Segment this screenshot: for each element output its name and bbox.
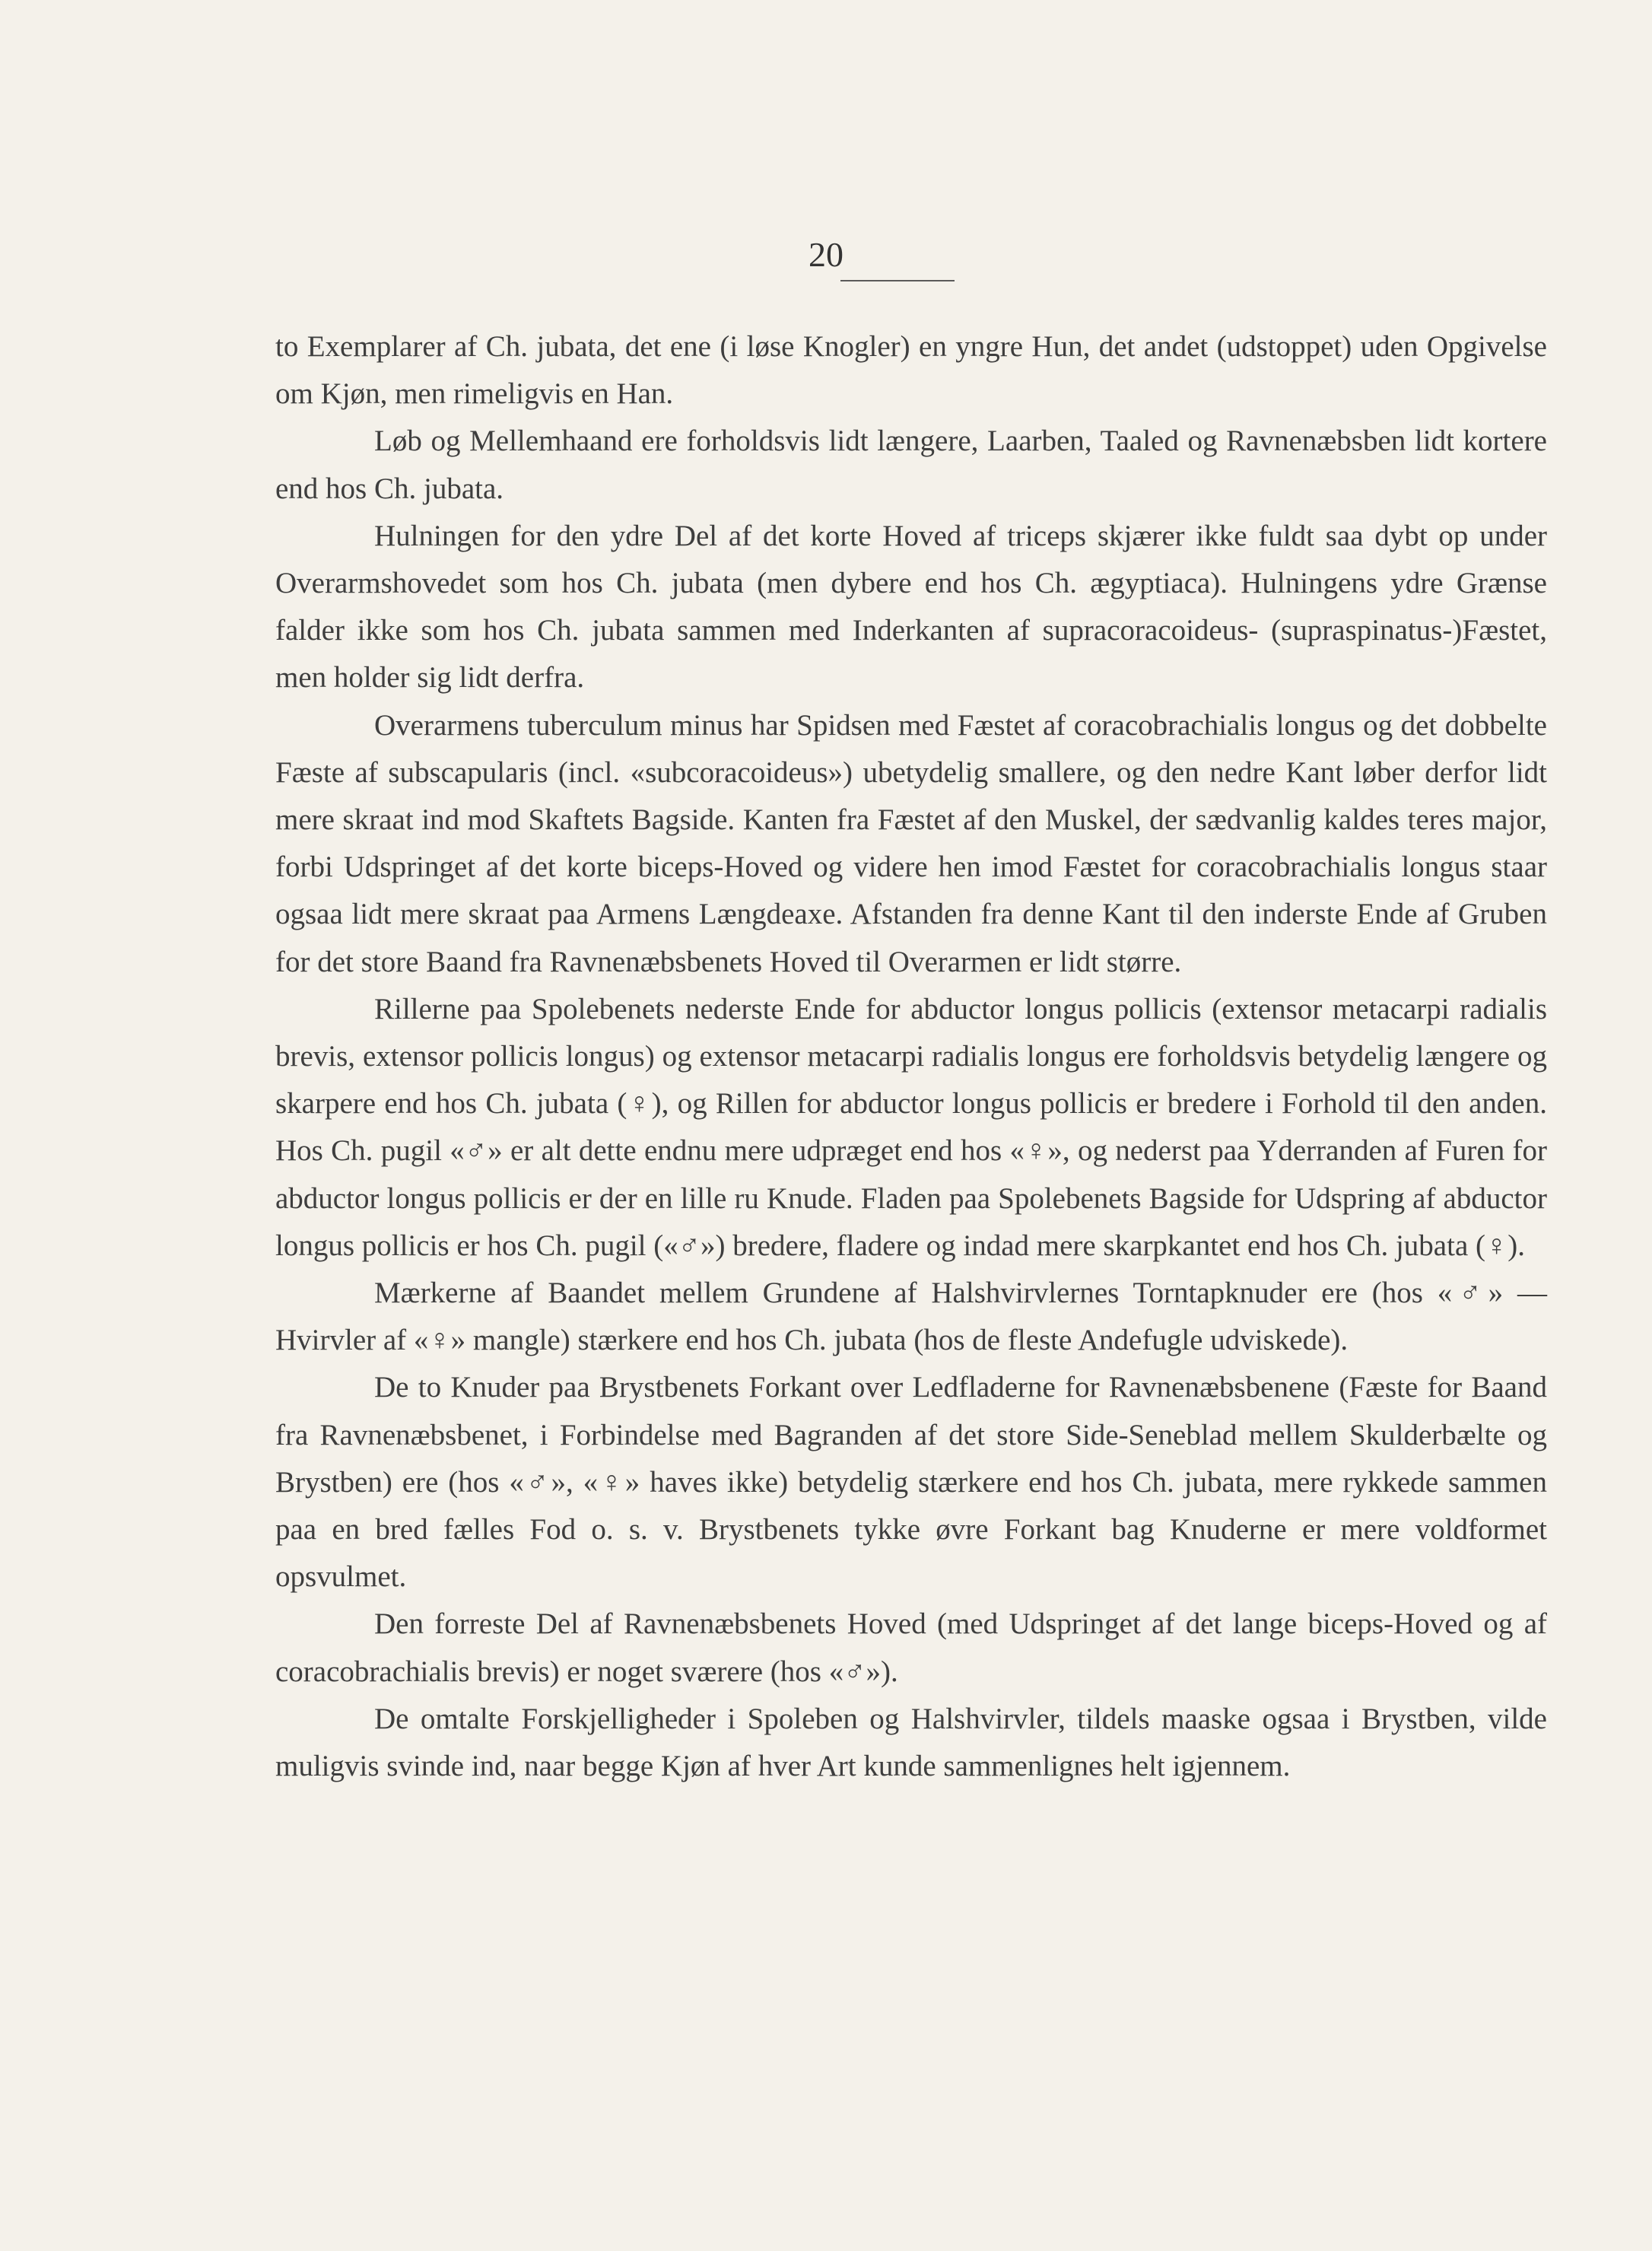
paragraph: Overarmens tuberculum minus har Spidsen med Fæstet af coracobrachialis longus og det dobbelte Fæste af subscapularis (incl. «subcoracoideus») ubetydelig smallere, og den nedre Kant løber derfor lidt mere skraat ind mod Skaftets Bagside. Kanten fra Fæstet af den Muskel, der sædvanlig kaldes teres major, forbi Udspringet af det korte biceps-Hoved og videre hen imod Fæstet for coracobrachialis longus staar ogsaa lidt mere skraat paa Armens Længdeaxe. Afstanden fra denne Kant til den inderste Ende af Gruben for det store Baand fra Ravnenæbsbenets Hoved til Overarmen er lidt større. xyxy=(275,708,1547,978)
paragraph: De omtalte Forskjelligheder i Spoleben og Halshvirvler, tildels maaske ogsaa i Brystben, vilde muligvis svinde ind, naar begge Kjøn af hver Art kunde sammenlignes helt igjennem. xyxy=(275,1702,1547,1783)
paragraph: Den forreste Del af Ravnenæbsbenets Hoved (med Udspringet af det lange biceps-Hoved og af coracobrachialis brevis) er noget sværere (hos «♂»). xyxy=(275,1607,1547,1688)
paragraph: De to Knuder paa Brystbenets Forkant over Ledfladerne for Ravnenæbsbenene (Fæste for Baand fra Ravnenæbsbenet, i Forbindelse med Bagranden af det store Side-Seneblad mellem Skulderbælte og Brystben) ere (hos «♂», «♀» haves ikke) betydelig stærkere end hos Ch. jubata, mere rykkede sammen paa en bred fælles Fod o. s. v. Brystbenets tykke øvre Forkant bag Knuderne er mere voldformet opsvulmet. xyxy=(275,1371,1547,1594)
page-number-rule xyxy=(840,280,955,281)
paragraph: Hulningen for den ydre Del af det korte Hoved af triceps skjærer ikke fuldt saa dybt op under Overarmshovedet som hos Ch. jubata (men dybere end hos Ch. ægyptiaca). Hulningens ydre Grænse falder ikke som hos Ch. jubata sammen med Inderkanten af supracoracoideus- (supraspinatus-)Fæstet, men holder sig lidt derfra. xyxy=(275,519,1547,695)
paragraph: Rillerne paa Spolebenets nederste Ende for abductor longus pollicis (extensor metacarpi radialis brevis, extensor pollicis longus) og extensor metacarpi radialis longus ere forholdsvis betydelig længere og skarpere end hos Ch. jubata (♀), og Rillen for abductor longus pollicis er bredere i Forhold til den anden. Hos Ch. pugil «♂» er alt dette endnu mere udpræget end hos «♀», og nederst paa Yderranden af Furen for abductor longus pollicis er der en lille ru Knude. Fladen paa Spolebenets Bagside for Udspring af abductor longus pollicis er hos Ch. pugil («♂») bredere, fladere og indad mere skarpkantet end hos Ch. jubata (♀). xyxy=(275,992,1547,1262)
body-text xyxy=(275,323,1547,1790)
paragraph: Mærkerne af Baandet mellem Grundene af Halshvirvlernes Torntapknuder ere (hos «♂» — Hvirvler af «♀» mangle) stærkere end hos Ch. jubata (hos de fleste Andefugle udviskede). xyxy=(275,1277,1547,1357)
paragraph: to Exemplarer af Ch. jubata, det ene (i løse Knogler) en yngre Hun, det andet (udstoppet) uden Opgivelse om Kjøn, men rimeligvis en Han. xyxy=(275,330,1547,411)
paragraph: Løb og Mellemhaand ere forholdsvis lidt længere, Laarben, Taaled og Ravnenæbsben lidt kortere end hos Ch. jubata. xyxy=(275,424,1547,505)
page-number: 20 xyxy=(809,235,843,274)
